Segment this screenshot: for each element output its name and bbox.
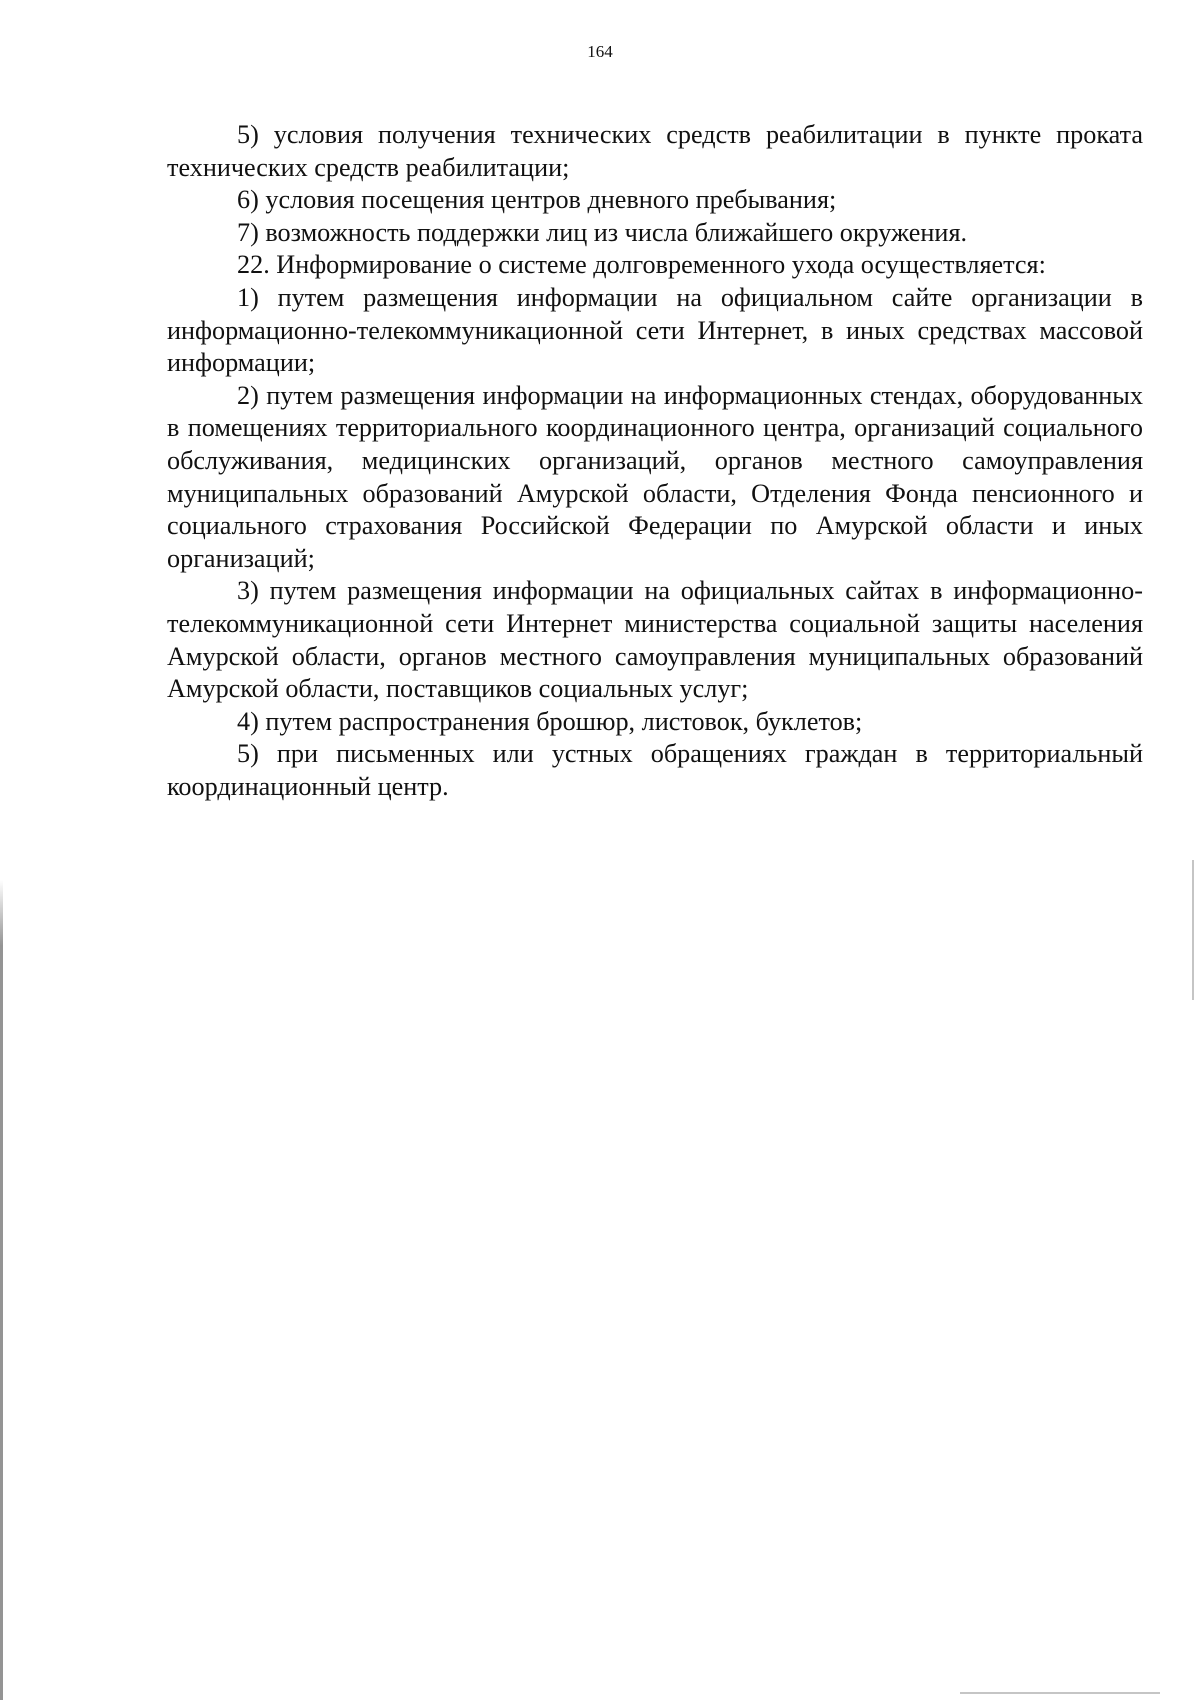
paragraph-item-2-info-stands: 2) путем размещения информации на информационных стендах, оборудованных в помещениях территориального координационного центра, организаций социального обслуживания, медицинских организаций, органов местного самоуправления муниципальных образований Амурской области, Отделения Фонда пенсионного и социального страхования Российской Федерации по Амурской области и иных организаций; (167, 380, 1143, 573)
paragraph-section-22-heading: 22. Информирование о системе долговременного ухода осуществляется: (237, 250, 1046, 280)
scan-edge-left (0, 880, 3, 1700)
scan-edge-right (1192, 860, 1194, 1000)
page-number: 164 (587, 42, 613, 61)
paragraph-item-7-close-circle-support: 7) возможность поддержки лиц из числа ближайшего окружения. (237, 217, 968, 247)
paragraph-item-4-brochures: 4) путем распространения брошюр, листовок, буклетов; (237, 706, 863, 736)
paragraph-item-3-official-sites: 3) путем размещения информации на официальных сайтах в информационно-телекоммуникационной сети Интернет министерства социальной защиты населения Амурской области, органов местного самоуправления муниципальных образований Амурской области, поставщиков социальных услуг; (167, 576, 1143, 704)
paragraph-item-6-day-centers: 6) условия посещения центров дневного пребывания; (237, 185, 837, 215)
scan-edge-bottom (960, 1692, 1160, 1694)
paragraph-item-5-conditions-rental: 5) условия получения технических средств реабилитации в пункте проката технических средств реабилитации; (167, 120, 1143, 182)
paragraph-item-5-citizen-appeals: 5) при письменных или устных обращениях граждан в территориальный координационный центр. (167, 739, 1143, 801)
document-body (167, 119, 1143, 803)
paragraph-item-1-official-site: 1) путем размещения информации на официальном сайте организации в информационно-телекоммуникационной сети Интернет, в иных средствах массовой информации; (167, 282, 1143, 378)
